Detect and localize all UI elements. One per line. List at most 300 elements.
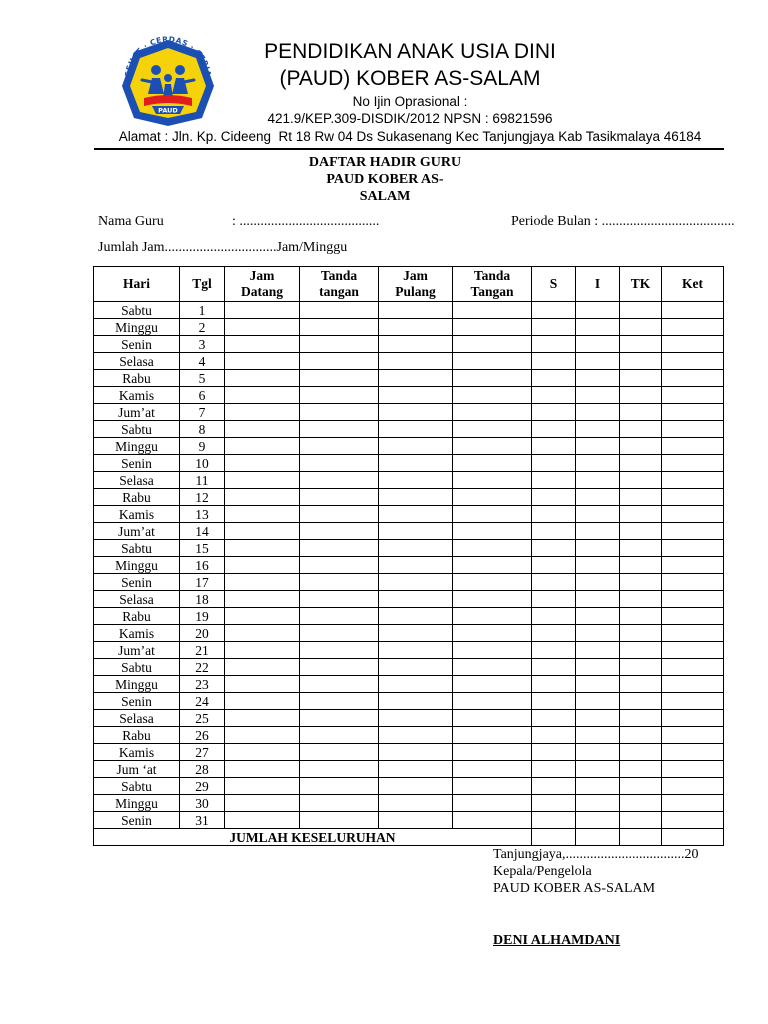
cell-empty: [379, 540, 453, 557]
cell-empty: [225, 336, 300, 353]
table-row: [94, 523, 724, 540]
cell-empty: [532, 591, 576, 608]
header-tanda-tangan-pulang-line1: Tanda: [473, 268, 511, 283]
table-row: [94, 693, 724, 710]
cell-empty: [379, 523, 453, 540]
cell-hari: Rabu: [94, 727, 180, 744]
cell-empty: [300, 302, 379, 319]
cell-empty: [379, 302, 453, 319]
cell-tgl: 23: [180, 676, 225, 693]
cell-empty: [453, 404, 532, 421]
cell-empty: [300, 421, 379, 438]
cell-empty: [532, 489, 576, 506]
cell-empty: [300, 727, 379, 744]
cell-empty: [620, 676, 662, 693]
table-row: [94, 319, 724, 336]
cell-empty: [532, 829, 576, 846]
cell-empty: [532, 642, 576, 659]
cell-empty: [576, 319, 620, 336]
cell-tgl: 18: [180, 591, 225, 608]
table-row: [94, 353, 724, 370]
cell-empty: [300, 812, 379, 829]
cell-empty: [300, 353, 379, 370]
header-hari: Hari: [94, 267, 180, 302]
cell-empty: [225, 557, 300, 574]
cell-empty: [576, 336, 620, 353]
svg-text:PAUD: PAUD: [158, 106, 178, 115]
cell-tgl: 16: [180, 557, 225, 574]
cell-empty: [620, 761, 662, 778]
cell-empty: [453, 319, 532, 336]
cell-empty: [225, 319, 300, 336]
cell-empty: [620, 778, 662, 795]
cell-empty: [576, 710, 620, 727]
cell-tgl: 3: [180, 336, 225, 353]
jumlah-jam-field: Jumlah Jam................................Jam/Minggu: [98, 240, 348, 255]
cell-hari: Minggu: [94, 438, 180, 455]
cell-empty: [379, 710, 453, 727]
cell-empty: [620, 744, 662, 761]
header-tanda-tangan-datang: [300, 267, 379, 302]
cell-empty: [662, 319, 724, 336]
nama-guru-field: : ........................................: [232, 214, 380, 229]
cell-empty: [662, 404, 724, 421]
cell-empty: [225, 812, 300, 829]
table-row: [94, 421, 724, 438]
cell-empty: [620, 812, 662, 829]
total-label: JUMLAH KESELURUHAN: [94, 829, 532, 846]
table-row: [94, 404, 724, 421]
cell-empty: [576, 455, 620, 472]
signature-role: Kepala/Pengelola: [493, 864, 592, 879]
cell-hari: Senin: [94, 455, 180, 472]
table-row: [94, 812, 724, 829]
table-row: [94, 472, 724, 489]
cell-tgl: 17: [180, 574, 225, 591]
header-ket: Ket: [662, 267, 724, 302]
cell-empty: [225, 761, 300, 778]
cell-empty: [532, 812, 576, 829]
cell-empty: [662, 302, 724, 319]
cell-tgl: 25: [180, 710, 225, 727]
cell-empty: [662, 506, 724, 523]
cell-empty: [532, 693, 576, 710]
cell-empty: [379, 370, 453, 387]
cell-empty: [453, 370, 532, 387]
cell-hari: Minggu: [94, 319, 180, 336]
cell-empty: [532, 370, 576, 387]
cell-tgl: 1: [180, 302, 225, 319]
cell-empty: [620, 455, 662, 472]
cell-empty: [662, 489, 724, 506]
cell-tgl: 7: [180, 404, 225, 421]
cell-hari: Selasa: [94, 472, 180, 489]
cell-empty: [662, 795, 724, 812]
cell-empty: [379, 489, 453, 506]
table-row: [94, 676, 724, 693]
cell-empty: [576, 591, 620, 608]
cell-empty: [225, 795, 300, 812]
cell-empty: [620, 438, 662, 455]
table-row: [94, 608, 724, 625]
cell-empty: [225, 744, 300, 761]
cell-empty: [453, 540, 532, 557]
cell-empty: [532, 744, 576, 761]
cell-empty: [300, 591, 379, 608]
address: Alamat : Jln. Kp. Cideeng Rt 18 Rw 04 Ds Sukasenang Kec Tanjungjaya Kab Tasikmalaya 46184: [118, 129, 702, 144]
cell-hari: Senin: [94, 693, 180, 710]
document-title-line1: DAFTAR HADIR GURU: [308, 155, 462, 170]
cell-hari: Sabtu: [94, 540, 180, 557]
cell-hari: Selasa: [94, 591, 180, 608]
cell-empty: [379, 795, 453, 812]
cell-empty: [576, 744, 620, 761]
cell-empty: [453, 727, 532, 744]
cell-hari: Rabu: [94, 489, 180, 506]
cell-empty: [576, 489, 620, 506]
cell-empty: [453, 557, 532, 574]
cell-hari: Kamis: [94, 506, 180, 523]
cell-empty: [662, 472, 724, 489]
cell-empty: [620, 506, 662, 523]
cell-empty: [662, 710, 724, 727]
cell-empty: [300, 319, 379, 336]
cell-empty: [576, 421, 620, 438]
header-jam-pulang-line1: Jam: [403, 268, 428, 283]
cell-empty: [620, 302, 662, 319]
cell-empty: [532, 540, 576, 557]
header-tanda-tangan-pulang-line2: Tangan: [470, 284, 514, 299]
cell-empty: [620, 608, 662, 625]
cell-empty: [576, 557, 620, 574]
cell-empty: [662, 829, 724, 846]
cell-empty: [300, 506, 379, 523]
cell-empty: [379, 608, 453, 625]
cell-hari: Kamis: [94, 387, 180, 404]
cell-empty: [620, 387, 662, 404]
permit-label: No Ijin Oprasional :: [352, 94, 468, 109]
cell-empty: [662, 574, 724, 591]
cell-empty: [225, 387, 300, 404]
cell-tgl: 19: [180, 608, 225, 625]
table-row: [94, 574, 724, 591]
cell-empty: [453, 387, 532, 404]
cell-tgl: 29: [180, 778, 225, 795]
cell-empty: [532, 676, 576, 693]
cell-hari: Kamis: [94, 625, 180, 642]
cell-tgl: 24: [180, 693, 225, 710]
cell-empty: [225, 489, 300, 506]
cell-empty: [379, 778, 453, 795]
cell-empty: [379, 336, 453, 353]
cell-tgl: 30: [180, 795, 225, 812]
cell-empty: [225, 302, 300, 319]
cell-empty: [225, 472, 300, 489]
cell-tgl: 2: [180, 319, 225, 336]
cell-empty: [662, 778, 724, 795]
cell-tgl: 20: [180, 625, 225, 642]
cell-empty: [453, 472, 532, 489]
cell-empty: [300, 540, 379, 557]
cell-empty: [379, 319, 453, 336]
cell-empty: [576, 302, 620, 319]
cell-empty: [225, 523, 300, 540]
cell-empty: [620, 659, 662, 676]
cell-tgl: 13: [180, 506, 225, 523]
cell-empty: [225, 659, 300, 676]
cell-empty: [379, 744, 453, 761]
cell-empty: [379, 404, 453, 421]
cell-tgl: 31: [180, 812, 225, 829]
cell-empty: [379, 727, 453, 744]
signature-name: DENI ALHAMDANI: [493, 933, 621, 948]
cell-empty: [620, 421, 662, 438]
cell-empty: [620, 574, 662, 591]
header-tanda-tangan-datang-line2: tangan: [319, 284, 359, 299]
cell-hari: Kamis: [94, 744, 180, 761]
cell-empty: [300, 472, 379, 489]
cell-empty: [453, 744, 532, 761]
header-jam-pulang: [379, 267, 453, 302]
cell-empty: [225, 676, 300, 693]
cell-tgl: 12: [180, 489, 225, 506]
header-i: I: [576, 267, 620, 302]
cell-empty: [662, 625, 724, 642]
cell-empty: [620, 472, 662, 489]
cell-empty: [532, 778, 576, 795]
cell-empty: [225, 710, 300, 727]
cell-hari: Jum’at: [94, 404, 180, 421]
cell-empty: [576, 642, 620, 659]
cell-empty: [379, 761, 453, 778]
cell-empty: [453, 642, 532, 659]
cell-empty: [576, 506, 620, 523]
cell-empty: [300, 387, 379, 404]
cell-empty: [576, 387, 620, 404]
cell-empty: [576, 778, 620, 795]
cell-empty: [225, 642, 300, 659]
cell-empty: [532, 336, 576, 353]
cell-empty: [225, 506, 300, 523]
cell-empty: [620, 370, 662, 387]
cell-empty: [576, 625, 620, 642]
cell-empty: [379, 625, 453, 642]
cell-empty: [453, 421, 532, 438]
table-row: [94, 370, 724, 387]
cell-empty: [576, 472, 620, 489]
cell-empty: [620, 523, 662, 540]
cell-empty: [225, 455, 300, 472]
cell-empty: [620, 319, 662, 336]
cell-tgl: 22: [180, 659, 225, 676]
cell-empty: [225, 625, 300, 642]
cell-hari: Sabtu: [94, 421, 180, 438]
cell-empty: [300, 523, 379, 540]
cell-empty: [300, 574, 379, 591]
cell-empty: [300, 625, 379, 642]
total-row: [94, 829, 724, 846]
cell-empty: [620, 693, 662, 710]
table-row: [94, 387, 724, 404]
cell-empty: [453, 523, 532, 540]
cell-empty: [620, 829, 662, 846]
cell-empty: [379, 472, 453, 489]
cell-tgl: 5: [180, 370, 225, 387]
cell-empty: [300, 761, 379, 778]
cell-empty: [620, 336, 662, 353]
paud-logo: [118, 36, 218, 128]
signature-org: PAUD KOBER AS-SALAM: [493, 881, 656, 896]
cell-empty: [453, 353, 532, 370]
cell-hari: Minggu: [94, 557, 180, 574]
table-row: [94, 710, 724, 727]
header-jam-datang-line1: Jam: [249, 268, 275, 283]
cell-empty: [576, 438, 620, 455]
cell-empty: [453, 336, 532, 353]
cell-empty: [662, 540, 724, 557]
cell-empty: [532, 404, 576, 421]
cell-empty: [532, 319, 576, 336]
table-row: [94, 540, 724, 557]
cell-empty: [300, 438, 379, 455]
cell-empty: [379, 659, 453, 676]
cell-empty: [662, 438, 724, 455]
cell-empty: [379, 591, 453, 608]
cell-tgl: 21: [180, 642, 225, 659]
cell-empty: [662, 693, 724, 710]
table-row: [94, 302, 724, 319]
header-s: S: [532, 267, 576, 302]
cell-hari: Minggu: [94, 795, 180, 812]
cell-empty: [225, 438, 300, 455]
permit-number: 421.9/KEP.309-DISDIK/2012 NPSN : 69821596: [267, 111, 553, 126]
cell-empty: [453, 489, 532, 506]
cell-empty: [576, 540, 620, 557]
cell-empty: [576, 353, 620, 370]
cell-empty: [662, 676, 724, 693]
cell-empty: [576, 693, 620, 710]
cell-empty: [662, 370, 724, 387]
cell-empty: [662, 557, 724, 574]
cell-empty: [620, 795, 662, 812]
letterhead-divider: [94, 148, 724, 150]
cell-hari: Senin: [94, 812, 180, 829]
header-jam-datang: [225, 267, 300, 302]
cell-empty: [225, 370, 300, 387]
cell-empty: [662, 659, 724, 676]
cell-empty: [453, 455, 532, 472]
cell-empty: [300, 676, 379, 693]
cell-empty: [532, 421, 576, 438]
org-name-line2: (PAUD) KOBER AS-SALAM: [279, 67, 541, 90]
cell-empty: [620, 353, 662, 370]
cell-empty: [300, 795, 379, 812]
cell-empty: [620, 489, 662, 506]
cell-empty: [662, 812, 724, 829]
cell-empty: [576, 523, 620, 540]
cell-empty: [453, 625, 532, 642]
table-row: [94, 642, 724, 659]
cell-empty: [300, 404, 379, 421]
cell-empty: [620, 557, 662, 574]
table-row: [94, 659, 724, 676]
table-row: [94, 438, 724, 455]
cell-empty: [576, 761, 620, 778]
cell-hari: Senin: [94, 336, 180, 353]
cell-empty: [300, 710, 379, 727]
cell-empty: [453, 438, 532, 455]
cell-empty: [453, 676, 532, 693]
cell-empty: [620, 625, 662, 642]
cell-empty: [300, 744, 379, 761]
cell-empty: [576, 795, 620, 812]
cell-empty: [576, 727, 620, 744]
cell-empty: [532, 795, 576, 812]
table-body: [94, 302, 724, 846]
cell-empty: [453, 574, 532, 591]
cell-empty: [662, 642, 724, 659]
cell-tgl: 26: [180, 727, 225, 744]
cell-empty: [379, 693, 453, 710]
cell-empty: [453, 506, 532, 523]
cell-hari: Rabu: [94, 370, 180, 387]
cell-empty: [225, 404, 300, 421]
cell-empty: [532, 387, 576, 404]
cell-empty: [620, 591, 662, 608]
header-tanda-tangan-pulang: [453, 267, 532, 302]
cell-empty: [300, 693, 379, 710]
org-name-line1: PENDIDIKAN ANAK USIA DINI: [264, 40, 556, 63]
cell-empty: [532, 472, 576, 489]
cell-empty: [620, 404, 662, 421]
cell-empty: [300, 336, 379, 353]
cell-hari: Sabtu: [94, 302, 180, 319]
cell-tgl: 4: [180, 353, 225, 370]
cell-empty: [532, 625, 576, 642]
cell-empty: [576, 608, 620, 625]
cell-empty: [620, 642, 662, 659]
cell-empty: [532, 557, 576, 574]
cell-empty: [300, 557, 379, 574]
cell-empty: [225, 540, 300, 557]
document-title-line2: PAUD KOBER AS-: [326, 172, 444, 187]
table-row: [94, 778, 724, 795]
cell-empty: [300, 642, 379, 659]
cell-empty: [662, 744, 724, 761]
table-row: [94, 506, 724, 523]
cell-tgl: 28: [180, 761, 225, 778]
cell-empty: [453, 778, 532, 795]
table-row: [94, 761, 724, 778]
cell-empty: [620, 710, 662, 727]
cell-empty: [300, 608, 379, 625]
cell-empty: [453, 812, 532, 829]
cell-empty: [532, 506, 576, 523]
cell-empty: [225, 353, 300, 370]
cell-empty: [300, 455, 379, 472]
table-row: [94, 591, 724, 608]
cell-empty: [662, 608, 724, 625]
table-row: [94, 455, 724, 472]
cell-empty: [453, 795, 532, 812]
table-header-row: [94, 267, 724, 302]
cell-hari: Senin: [94, 574, 180, 591]
cell-empty: [453, 710, 532, 727]
cell-empty: [225, 574, 300, 591]
cell-hari: Jum’at: [94, 642, 180, 659]
cell-tgl: 6: [180, 387, 225, 404]
cell-empty: [453, 591, 532, 608]
